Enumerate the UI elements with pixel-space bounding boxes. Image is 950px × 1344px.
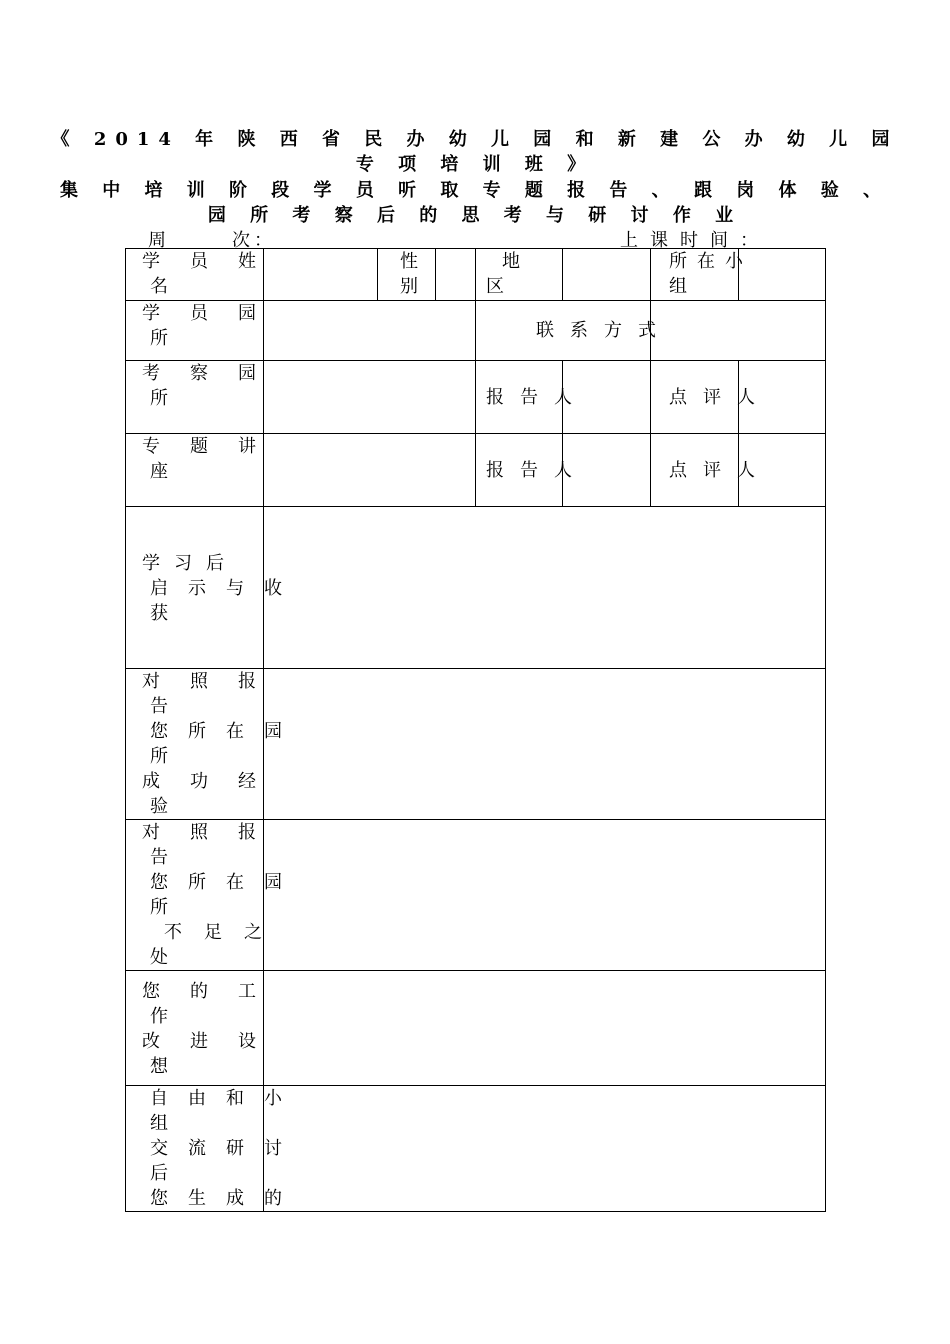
week-label-a: 周 (148, 230, 170, 251)
gender-label-cell (378, 249, 436, 301)
discussion-label-line3: 交流研讨 (150, 1138, 302, 1159)
group-label-cell (651, 249, 753, 301)
lecture-label-a: 专题讲 (142, 436, 286, 457)
row-kindergarten (126, 301, 826, 361)
success-label-line6: 验 (150, 796, 168, 817)
shortcomings-label-line1: 对照报 (142, 822, 286, 843)
lecture-reviewer-label: 点评人 (669, 459, 771, 481)
row-improvement (126, 971, 826, 1086)
region-label-cell (476, 249, 563, 301)
shortcomings-label-line5: 不足之 (164, 922, 284, 943)
lecture-reporter-label-cell (476, 434, 588, 507)
row-lecture (126, 434, 826, 507)
row-student-info (126, 249, 826, 301)
region-label-b: 区 (486, 276, 504, 297)
gender-input[interactable] (436, 249, 476, 301)
shortcomings-label-line4: 所 (150, 897, 168, 918)
improvement-label-line2: 作 (150, 1006, 168, 1027)
title-line-2: 专 项 培 训 班 》 (355, 154, 595, 175)
insights-label-cell (126, 507, 302, 669)
success-label-cell (126, 669, 302, 820)
improvement-label-cell (126, 971, 286, 1086)
success-input[interactable] (264, 669, 826, 820)
discussion-label-cell (126, 1086, 302, 1212)
insights-input[interactable] (264, 507, 826, 669)
visit-input[interactable] (264, 361, 476, 434)
class-time-label: 上课时间： (620, 230, 770, 251)
insights-label-line3: 获 (150, 603, 168, 624)
lecture-label-b: 座 (150, 461, 168, 482)
lecture-reporter-label: 报告人 (486, 459, 588, 481)
improvement-label-line1: 您的工 (142, 981, 286, 1002)
row-discussion (126, 1086, 826, 1212)
contact-label-cell (476, 301, 672, 361)
success-label-line2: 告 (150, 696, 168, 717)
row-shortcomings (126, 820, 826, 971)
shortcomings-label-line2: 告 (150, 847, 168, 868)
success-label-line1: 对照报 (142, 671, 286, 692)
shortcomings-label-line6: 处 (150, 947, 168, 968)
student-name-label-a: 学员姓 (142, 251, 286, 272)
visit-label-a: 考察园 (142, 363, 286, 384)
discussion-label-line1: 自由和小 (150, 1088, 302, 1109)
shortcomings-label-cell (126, 820, 302, 971)
lecture-label-cell (126, 434, 286, 507)
student-name-label-cell (126, 249, 286, 301)
improvement-label-line4: 想 (150, 1056, 168, 1077)
success-label-line4: 所 (150, 746, 168, 767)
shortcomings-label-line3: 您所在园 (150, 872, 302, 893)
visit-reviewer-label-cell (651, 361, 771, 434)
success-label-line3: 您所在园 (150, 721, 302, 742)
contact-label: 联系方式 (536, 320, 672, 341)
row-visit (126, 361, 826, 434)
insights-label-line2: 启示与收 (150, 578, 302, 599)
week-label-b: 次： (232, 230, 276, 251)
title-line-4: 园 所 考 察 后 的 思 考 与 研 讨 作 业 (207, 205, 743, 226)
visit-reporter-label-cell (476, 361, 588, 434)
discussion-input[interactable] (264, 1086, 826, 1212)
contact-input[interactable] (651, 301, 826, 361)
assignment-form-table (125, 248, 826, 1212)
title-line-3: 集 中 培 训 阶 段 学 员 听 取 专 题 报 告 、 跟 岗 体 验 、 (59, 180, 891, 201)
kindergarten-input[interactable] (264, 301, 476, 361)
gender-label-a: 性 (400, 251, 418, 272)
visit-reviewer-label: 点评人 (669, 386, 771, 408)
visit-reporter-label: 报告人 (486, 386, 588, 408)
student-name-label-b: 名 (150, 276, 168, 297)
visit-label-cell (126, 361, 286, 434)
insights-label-line1: 学习后 (142, 553, 238, 574)
gender-label-b: 别 (400, 276, 418, 297)
group-label-a: 所在小 (669, 251, 753, 272)
group-label-b: 组 (669, 276, 687, 297)
region-input[interactable] (563, 249, 651, 301)
lecture-reviewer-label-cell (651, 434, 771, 507)
kindergarten-label-cell (126, 301, 286, 361)
shortcomings-input[interactable] (264, 820, 826, 971)
title-line-1: 《 2014 年 陕 西 省 民 办 幼 儿 园 和 新 建 公 办 幼 儿 园 (51, 129, 899, 150)
lecture-input[interactable] (264, 434, 476, 507)
improvement-input[interactable] (264, 971, 826, 1086)
kindergarten-label-b: 所 (150, 328, 168, 349)
visit-label-b: 所 (150, 388, 168, 409)
success-label-line5: 成功经 (142, 771, 286, 792)
row-success (126, 669, 826, 820)
region-label-a: 地 (502, 251, 520, 272)
row-insights (126, 507, 826, 669)
discussion-label-line4: 后 (150, 1163, 168, 1184)
improvement-label-line3: 改进设 (142, 1031, 286, 1052)
kindergarten-label-a: 学员园 (142, 303, 286, 324)
discussion-label-line2: 组 (150, 1113, 168, 1134)
discussion-label-line5: 您生成的 (150, 1188, 302, 1209)
